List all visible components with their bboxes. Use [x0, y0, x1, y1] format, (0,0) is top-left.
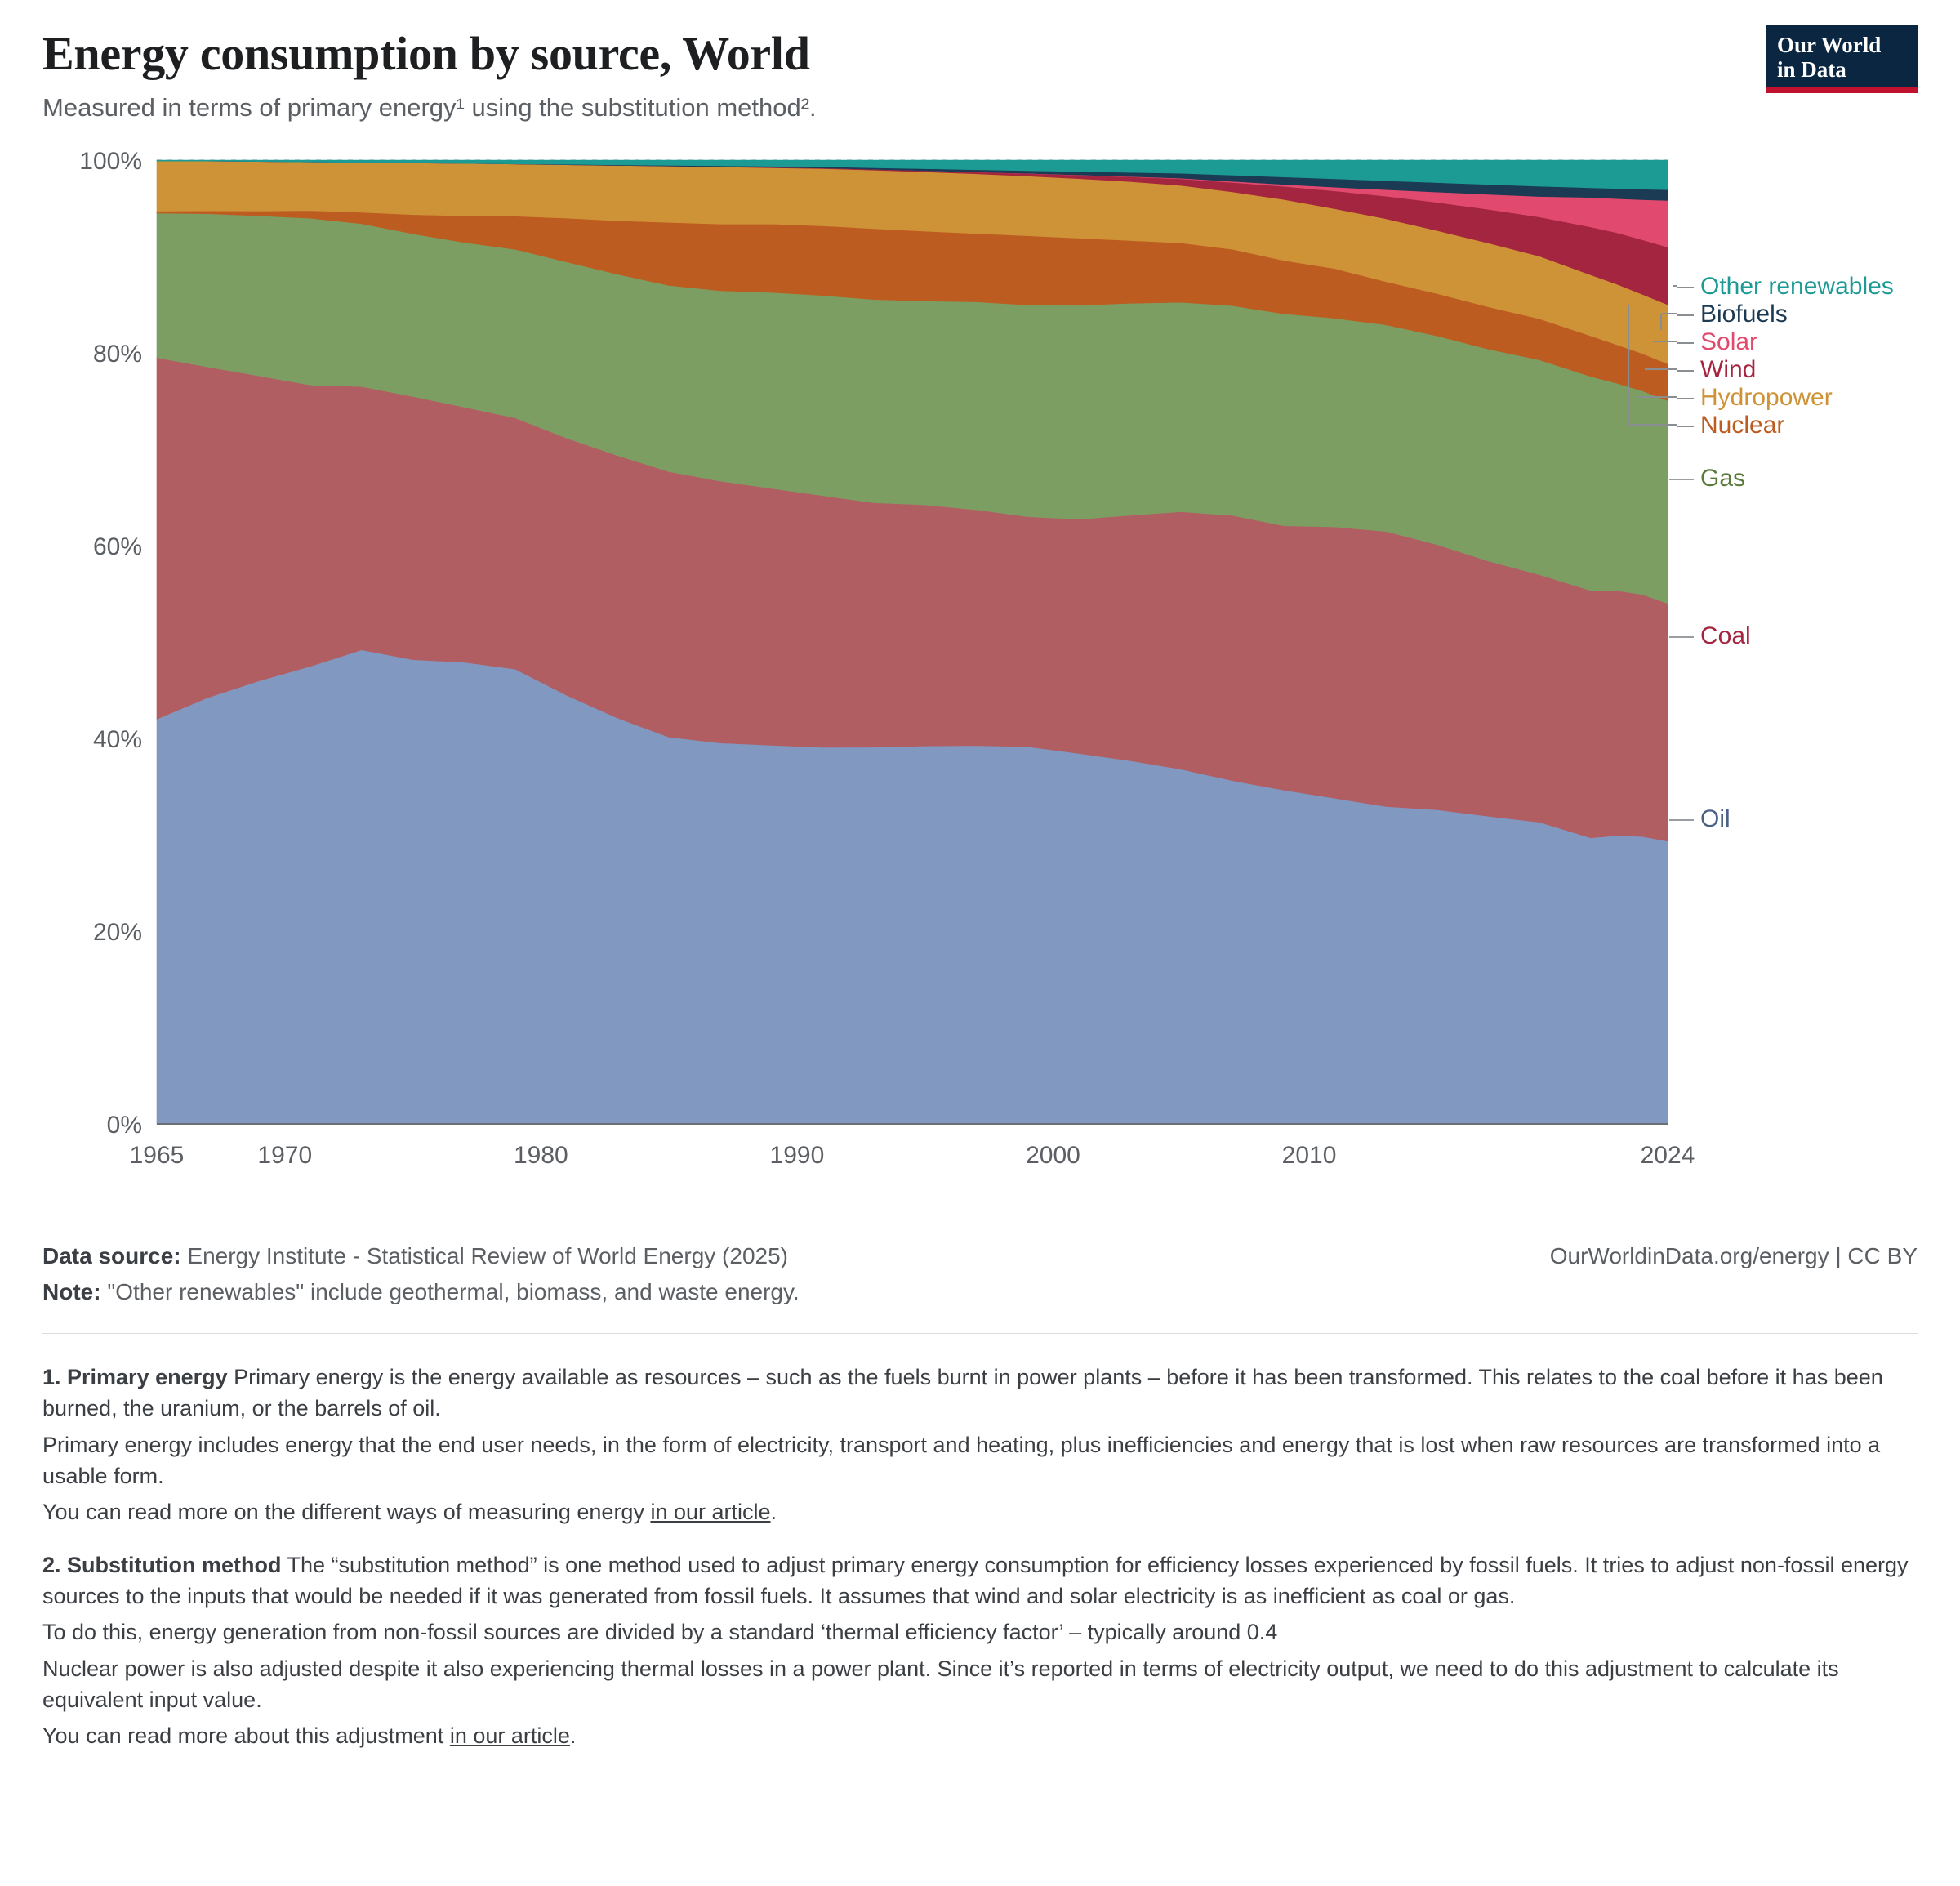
y-axis-tick: 100%	[79, 148, 142, 176]
page-subtitle: Measured in terms of primary energy¹ using the substitution method².	[42, 92, 817, 122]
y-axis-tick: 60%	[92, 533, 142, 561]
logo-line-1: Our World	[1777, 33, 1882, 57]
footnote-2-title: 2. Substitution method	[42, 1552, 282, 1577]
legend-label-hydropower[interactable]: Hydropower	[1700, 384, 1833, 412]
legend-label-other-renewables[interactable]: Other renewables	[1700, 273, 1894, 301]
y-axis-tick: 20%	[92, 919, 142, 947]
chart-header	[42, 28, 1918, 124]
note-text: "Other renewables" include geothermal, biomass, and waste energy.	[107, 1279, 800, 1305]
x-axis-tick: 2010	[1281, 1142, 1337, 1170]
footnote-2-article-link[interactable]: in our article	[449, 1723, 570, 1749]
footnote-2-line-1: The “substitution method” is one method used to adjust primary energy consumption for efficiency losses experienced by fossil fuels. It tries to adjust non-fossil energy sources to the inputs that would be needed if it was generated from fossil fuels. It assumes that wind and solar electricity is as inefficient as coal or gas.	[42, 1552, 1909, 1609]
footnote-substitution-method	[42, 1549, 1918, 1752]
legend-label-nuclear[interactable]: Nuclear	[1700, 412, 1785, 439]
footnote-1-link-suffix: .	[770, 1500, 777, 1525]
footnote-1-link-line	[42, 1496, 1918, 1527]
note-label: Note:	[42, 1279, 101, 1305]
footnote-2-link-line	[42, 1720, 1918, 1751]
note-row	[42, 1279, 1918, 1305]
footnote-1-p1	[42, 1362, 1918, 1425]
footnotes	[42, 1362, 1918, 1752]
footnote-2-p1	[42, 1549, 1918, 1612]
data-source-label: Data source:	[42, 1243, 181, 1269]
x-axis-tick: 2024	[1640, 1142, 1695, 1170]
y-axis-tick: 40%	[92, 726, 142, 754]
x-axis-tick: 1980	[513, 1142, 568, 1170]
footnote-1-link-prefix: You can read more on the different ways of measuring energy	[42, 1500, 651, 1525]
legend-label-wind[interactable]: Wind	[1700, 356, 1757, 384]
footnote-1-line-1: Primary energy is the energy available as resources – such as the fuels burnt in power plants – before it has been transformed. This relates to the coal before it has been burned, the uranium, or the barrels of oil.	[42, 1365, 1883, 1421]
y-axis-tick: 80%	[92, 341, 142, 368]
x-axis-tick: 1965	[129, 1142, 185, 1170]
data-source-text: Energy Institute - Statistical Review of World Energy (2025)	[187, 1243, 788, 1269]
legend-label-gas[interactable]: Gas	[1700, 465, 1746, 493]
y-axis-tick: 0%	[106, 1112, 142, 1139]
x-axis-tick: 2000	[1026, 1142, 1080, 1170]
x-axis-tick: 1970	[257, 1142, 313, 1170]
legend-label-coal[interactable]: Coal	[1700, 622, 1751, 650]
legend-label-oil[interactable]: Oil	[1700, 805, 1731, 833]
chart-canvas[interactable]	[42, 145, 1918, 1232]
footnote-2-line-3: Nuclear power is also adjusted despite it also experiencing thermal losses in a power plant. Since it’s reported in terms of electricity output, we need to do this adjustment to calculate its equivalent input value.	[42, 1656, 1839, 1713]
footnote-2-line-2: To do this, energy generation from non-fossil sources are divided by a standard ‘thermal efficiency factor’ – typically around 0.4	[42, 1620, 1278, 1645]
page-title: Energy consumption by source, World	[42, 27, 810, 80]
credit-text[interactable]: OurWorldinData.org/energy | CC BY	[1549, 1243, 1918, 1269]
footnote-2-link-prefix: You can read more about this adjustment	[42, 1723, 450, 1749]
logo-line-2: in Data	[1777, 57, 1846, 82]
footnote-2-link-suffix: .	[569, 1723, 577, 1749]
source-row	[42, 1243, 1918, 1269]
data-source	[42, 1243, 788, 1269]
footnote-primary-energy	[42, 1362, 1918, 1528]
x-axis-tick: 1990	[769, 1142, 825, 1170]
stacked-area-chart[interactable]	[42, 145, 1918, 1232]
footnote-1-title: 1. Primary energy	[42, 1365, 228, 1390]
owid-logo[interactable]	[1766, 25, 1918, 93]
footnote-1-article-link[interactable]: in our article	[650, 1500, 771, 1525]
divider	[42, 1333, 1918, 1334]
legend-label-biofuels[interactable]: Biofuels	[1700, 301, 1788, 328]
footnote-1-line-2: Primary energy includes energy that the end user needs, in the form of electricity, transport and heating, plus inefficiencies and energy that is lost when raw resources are transformed into a usable form.	[42, 1432, 1881, 1489]
legend-label-solar[interactable]: Solar	[1700, 328, 1758, 356]
